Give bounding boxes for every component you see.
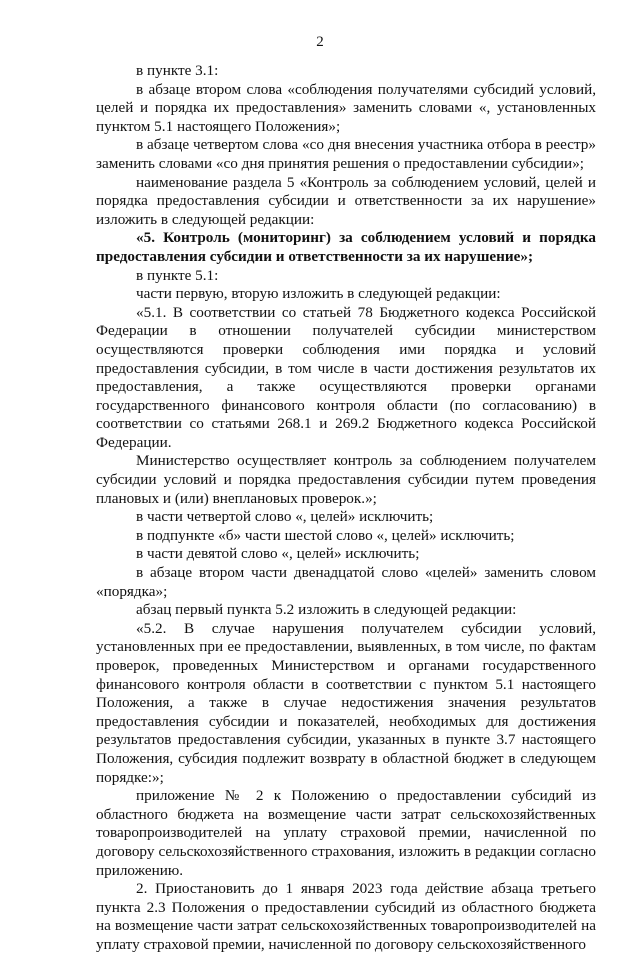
paragraph: «5.2. В случае нарушения получателем субсидии условий, установленных при ее предоставлении, выявленных, в том числе, по фактам проверок, проведенных Министерством и органами государственного финансового контроля области в соответствии с пунктом 5.1 настоящего Положения, а также в случае недостижения значения результатов предоставления субсидии и показателей, необходимых для достижения результатов предоставления субсидии, указанных в пункте 3.7 настоящего Положения, субсидия подлежит возврату в областной бюджет в следующем порядке:»; (96, 619, 596, 786)
paragraph: «5.1. В соответствии со статьей 78 Бюджетного кодекса Российской Федерации в отношении получателей субсидии министерством осуществляются проверки соблюдения ими порядка и условий предоставления субсидии, в том числе в части достижения результатов их предоставления, а также осуществляются проверки органами государственного финансового контроля области (по согласованию) в соответствии со статьями 268.1 и 269.2 Бюджетного кодекса Российской Федерации. (96, 303, 596, 451)
paragraph: в части четвертой слово «, целей» исключить; (136, 508, 434, 526)
paragraph: наименование раздела 5 «Контроль за соблюдением условий, целей и порядка предоставления субсидии и ответственности за их нарушение» изложить в следующей редакции: (96, 173, 596, 228)
paragraph: 2. Приостановить до 1 января 2023 года действие абзаца третьего пункта 2.3 Положения о предоставлении субсидий из областного бюджета на возмещение части затрат сельскохозяйственных товаропроизводителей на уплату страховой премии, начисленной по договору сельскохозяйственного (96, 880, 596, 953)
paragraph: в абзаце четвертом слова «со дня внесения участника отбора в реестр» заменить словами «со дня принятия решения о предоставлении субсидии»; (96, 136, 596, 172)
paragraph: в пункте 5.1: (136, 266, 219, 284)
paragraph: абзац первый пункта 5.2 изложить в следующей редакции: (136, 601, 517, 619)
paragraph: в части девятой слово «, целей» исключить; (136, 545, 420, 563)
paragraph: части первую, вторую изложить в следующей редакции: (136, 285, 501, 303)
paragraph: в абзаце втором слова «соблюдения получателями субсидий условий, целей и порядка их предоставления» заменить словами «, установленных пунктом 5.1 настоящего Положения»; (96, 80, 596, 135)
paragraph: в абзаце втором части двенадцатой слово «целей» заменить словом «порядка»; (96, 564, 596, 600)
paragraph: в пункте 3.1: (136, 62, 219, 79)
paragraph: приложение № 2 к Положению о предоставлении субсидий из областного бюджета на возмещение части затрат сельскохозяйственных товаропроизводителей на уплату страховой премии, начисленной по договору сельскохозяйственного страхования, изложить в редакции согласно приложению. (96, 787, 596, 879)
page-number: 2 (316, 34, 324, 50)
section-heading: «5. Контроль (мониторинг) за соблюдением условий и порядка предоставления субсидии и ответственности за их нарушение»; (96, 229, 596, 265)
paragraph: в подпункте «б» части шестой слово «, целей» исключить; (136, 526, 515, 544)
document-body (96, 62, 596, 955)
paragraph: Министерство осуществляет контроль за соблюдением получателем субсидии условий и порядка предоставления субсидии путем проведения плановых и (или) внеплановых проверок.»; (96, 452, 596, 507)
